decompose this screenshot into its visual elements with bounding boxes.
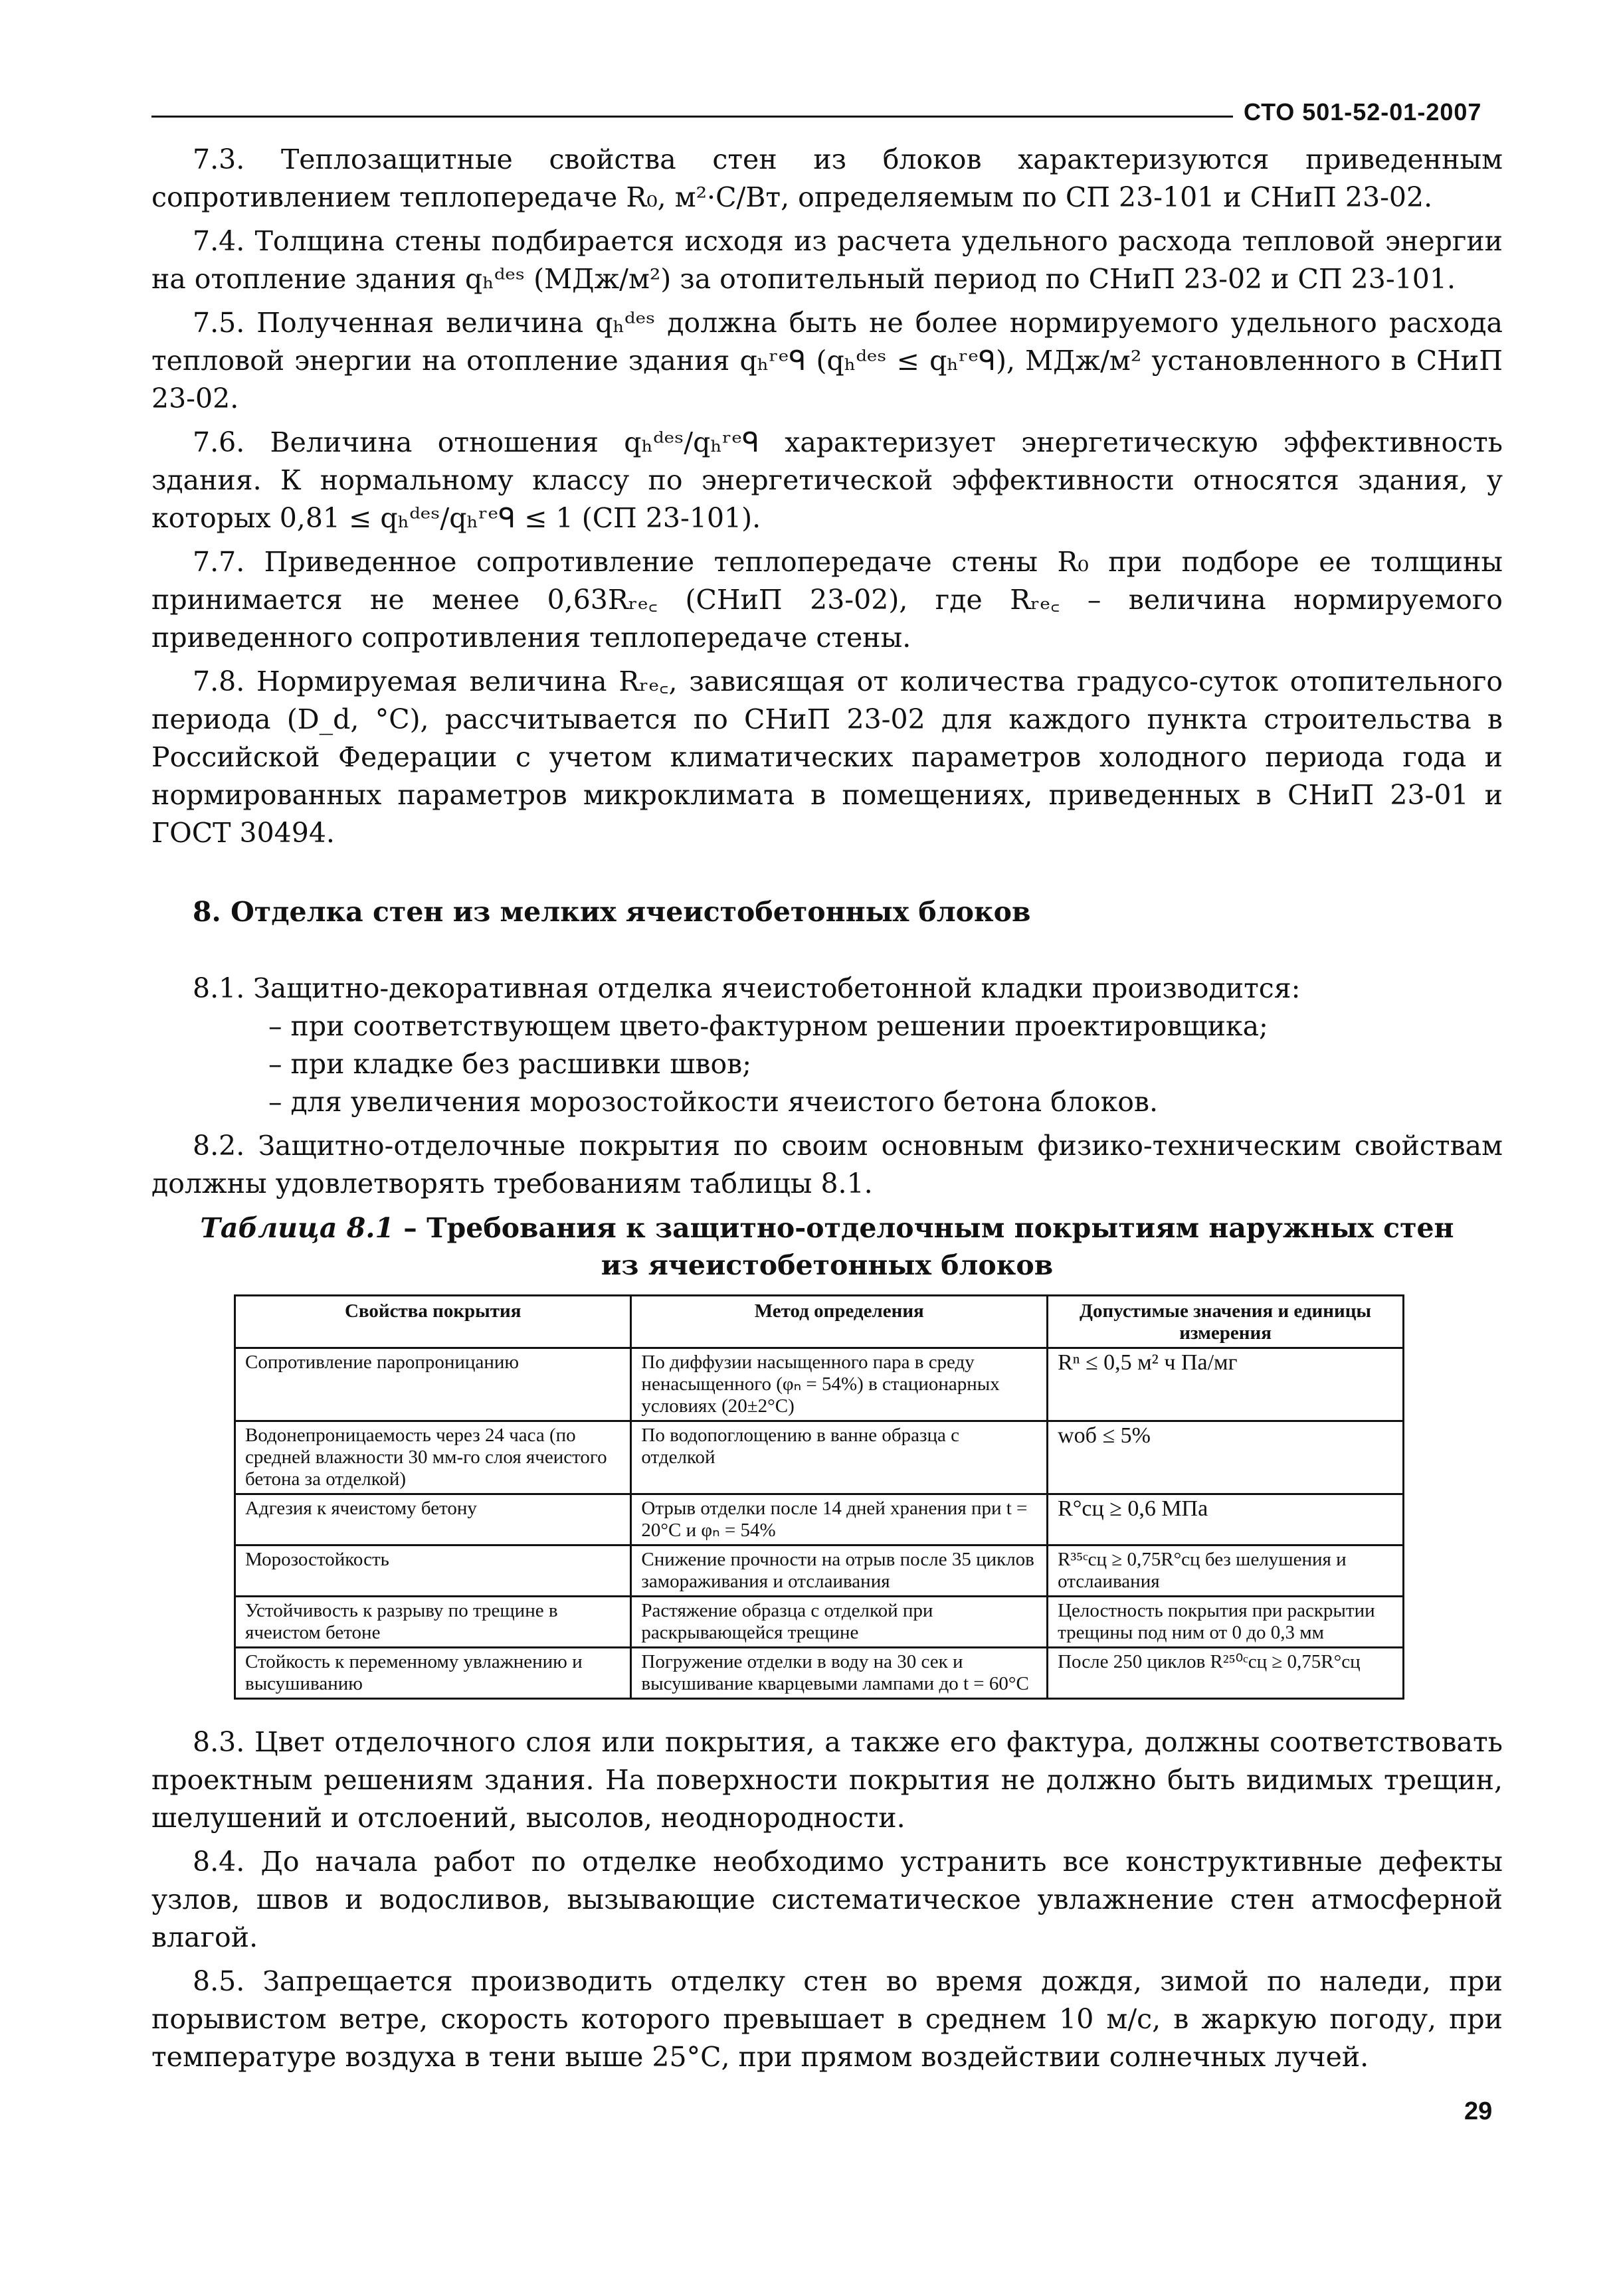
table-cell: R³⁵ᶜсц ≥ 0,75R°сц без шелушения и отслаивания [1048,1545,1404,1597]
table-cell: Погружение отделки в воду на 30 сек и высушивание кварцевыми лампами до t = 60°С [631,1648,1048,1699]
table-row [235,1648,1404,1699]
table-cell: После 250 циклов R²⁵⁰ᶜсц ≥ 0,75R°сц [1048,1648,1404,1699]
table-cell: Водонепроницаемость через 24 часа (по средней влажности 30 мм-го слоя ячеистого бетона за отделкой) [235,1421,631,1494]
page-number: 29 [1464,2097,1493,2125]
table-row [235,1545,1404,1597]
table-row [235,1494,1404,1545]
table-cell: Отрыв отделки после 14 дней хранения при t = 20°С и φₙ = 54% [631,1494,1048,1545]
table-cell: Стойкость к переменному увлажнению и высушиванию [235,1648,631,1699]
table-row [235,1348,1404,1421]
column-header-values: Допустимые значения и единицы измерения [1048,1296,1404,1348]
paragraph-8-1: 8.1. Защитно-декоративная отделка ячеистобетонной кладки производится: [193,972,1301,1004]
list-item: – при соответствующем цвето-фактурном решении проектировщика; [268,1010,1268,1042]
requirements-table [234,1294,1404,1700]
page-body [151,141,1503,2082]
header-rule [151,116,1233,118]
table-cell: Морозостойкость [235,1545,631,1597]
section-8-heading: 8. Отделка стен из мелких ячеистобетонных блоков [193,896,1031,928]
paragraph-8-3: 8.3. Цвет отделочного слоя или покрытия, а также его фактура, должны соответствовать проектным решениям здания. На поверхности покрытия не должно быть видимых трещин, шелушений и отслоений, высолов, неоднородности. [151,1726,1503,1834]
table-cell: Снижение прочности на отрыв после 35 циклов замораживания и отслаивания [631,1545,1048,1597]
list-item: – для увеличения морозостойкости ячеистого бетона блоков. [268,1086,1159,1118]
table-header-row [235,1296,1404,1348]
list-item: – при кладке без расшивки швов; [268,1048,752,1080]
paragraph-7-8: 7.8. Нормируемая величина Rᵣₑ꜀, зависящая от количества градусо-суток отопительного периода (D_d, °C), рассчитывается по СНиП 23-02 для каждого пункта строительства в Российской Федерации с учетом климатических параметров холодного периода года и нормированных параметров микроклимата в помещениях, приведенных в СНиП 23-01 и ГОСТ 30494. [151,665,1503,849]
table-cell: По диффузии насыщенного пара в среду ненасыщенного (φₙ = 54%) в стационарных условиях (20±2°С) [631,1348,1048,1421]
table-cell: Сопротивление паропроницанию [235,1348,631,1421]
paragraph-7-6: 7.6. Величина отношения qₕᵈᵉˢ/qₕʳᵉᑫ характеризует энергетическую эффективность здания. К нормальному классу по энергетической эффективности относятся здания, у которых 0,81 ≤ qₕᵈᵉˢ/qₕʳᵉᑫ ≤ 1 (СП 23-101). [151,426,1503,534]
table-cell: По водопоглощению в ванне образца с отделкой [631,1421,1048,1494]
table-caption-line2: из ячеистобетонных блоков [601,1249,1054,1281]
table-row [235,1421,1404,1494]
table-cell: Целостность покрытия при раскрытии трещины под ним от 0 до 0,3 мм [1048,1597,1404,1648]
table-cell: wоб ≤ 5% [1048,1421,1404,1494]
paragraph-7-7: 7.7. Приведенное сопротивление теплопередаче стены R₀ при подборе ее толщины принимается не менее 0,63Rᵣₑ꜀ (СНиП 23-02), где Rᵣₑ꜀ – величина нормируемого приведенного сопротивления теплопередаче стены. [151,546,1503,654]
table-row [235,1597,1404,1648]
table-caption-text: – Требования к защитно-отделочным покрытиям наружных стен [394,1212,1454,1244]
paragraph-8-2: 8.2. Защитно-отделочные покрытия по своим основным физико-техническим свойствам должны удовлетворять требованиям таблицы 8.1. [151,1130,1503,1199]
table-cell: Растяжение образца с отделкой при раскрывающейся трещине [631,1597,1048,1648]
table-caption-label: Таблица 8.1 [200,1212,395,1244]
table-cell: Rⁿ ≤ 0,5 м² ч Па/мг [1048,1348,1404,1421]
table-cell: Адгезия к ячеистому бетону [235,1494,631,1545]
paragraph-7-5: 7.5. Полученная величина qₕᵈᵉˢ должна быть не более нормируемого удельного расхода тепловой энергии на отопление здания qₕʳᵉᑫ (qₕᵈᵉˢ ≤ qₕʳᵉᑫ), МДж/м² установленного в СНиП 23-02. [151,307,1503,414]
table-cell: R°сц ≥ 0,6 МПа [1048,1494,1404,1545]
paragraph-7-3: 7.3. Теплозащитные свойства стен из блоков характеризуются приведенным сопротивлением теплопередаче R₀, м²·С/Вт, определяемым по СП 23-101 и СНиП 23-02. [151,143,1503,213]
table-caption [151,1209,1503,1284]
table-cell: Устойчивость к разрыву по трещине в ячеистом бетоне [235,1597,631,1648]
document-code: СТО 501-52-01-2007 [1244,98,1482,126]
column-header-method: Метод определения [631,1296,1048,1348]
paragraph-7-4: 7.4. Толщина стены подбирается исходя из расчета удельного расхода тепловой энергии на отопление здания qₕᵈᵉˢ (МДж/м²) за отопительный период по СНиП 23-02 и СП 23-101. [151,225,1503,295]
paragraph-8-5: 8.5. Запрещается производить отделку стен во время дождя, зимой по наледи, при порывистом ветре, скорость которого превышает в среднем 10 м/с, в жаркую погоду, при температуре воздуха в тени выше 25°С, при прямом воздействии солнечных лучей. [151,1965,1503,2073]
paragraph-8-4: 8.4. До начала работ по отделке необходимо устранить все конструктивные дефекты узлов, швов и водосливов, вызывающие систематическое увлажнение стен атмосферной влагой. [151,1846,1503,1953]
column-header-property: Свойства покрытия [235,1296,631,1348]
